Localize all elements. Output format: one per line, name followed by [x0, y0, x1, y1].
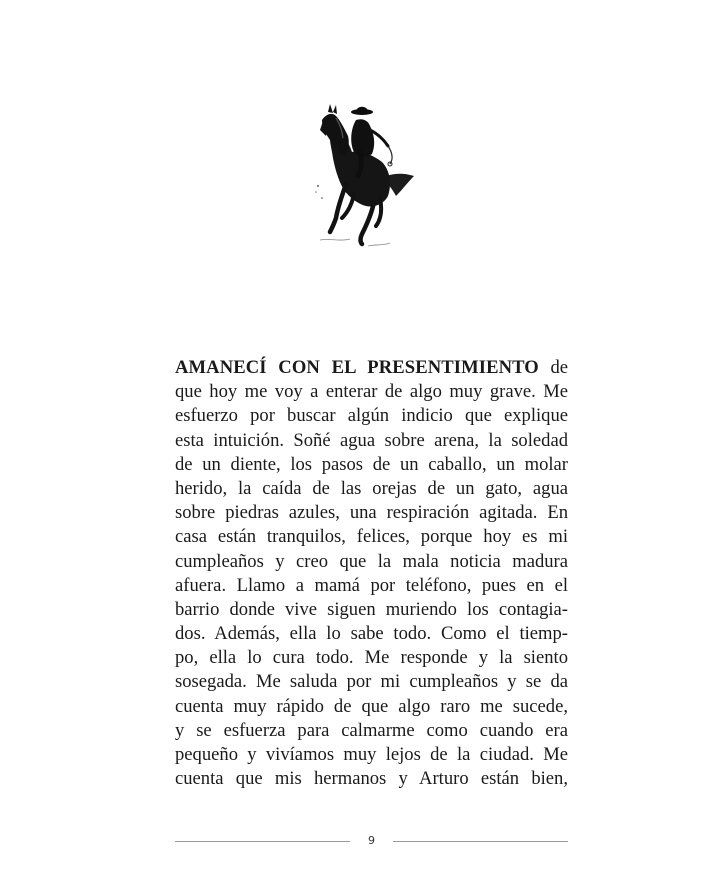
- text-line: cuenta muy rápido de que algo raro me sucede,: [175, 695, 568, 717]
- text-line: sosegada. Me saluda por mi cumpleaños y se da: [175, 671, 568, 693]
- footer-rule-right: [393, 841, 568, 842]
- chapter-opening: AMANECÍ CON EL PRESENTIMIENTO: [175, 357, 539, 378]
- first-line-rest: de: [550, 357, 568, 378]
- text-line: de un diente, los pasos de un caballo, un molar: [175, 453, 568, 475]
- text-line: afuera. Llamo a mamá por teléfono, pues en el: [175, 574, 568, 596]
- text-line: cuenta que mis hermanos y Arturo están bien,: [175, 768, 568, 790]
- chapter-text: [175, 356, 568, 791]
- text-line: y se esfuerza para calmarme como cuando era: [175, 719, 568, 741]
- text-line: cumpleaños y creo que la mala noticia madura: [175, 550, 568, 572]
- text-line: herido, la caída de las orejas de un gato, agua: [175, 477, 568, 499]
- text-line: casa están tranquilos, felices, porque hoy es mi: [175, 526, 568, 548]
- page-number: 9: [368, 834, 375, 847]
- text-line: esfuerzo por buscar algún indicio que explique: [175, 405, 568, 427]
- text-line: [175, 356, 568, 380]
- text-line: po, ella lo cura todo. Me responde y la siento: [175, 647, 568, 669]
- text-line: esta intuición. Soñé agua sobre arena, la soledad: [175, 429, 568, 451]
- horse-rider-illustration: [310, 100, 420, 250]
- text-line: barrio donde vive siguen muriendo los contagia-: [175, 598, 568, 620]
- text-line: sobre piedras azules, una respiración agitada. En: [175, 502, 568, 524]
- horse-rider-icon: [310, 100, 420, 250]
- text-line: pequeño y vivíamos muy lejos de la ciudad. Me: [175, 744, 568, 765]
- page-footer: [175, 831, 568, 851]
- text-line: que hoy me voy a enterar de algo muy grave. Me: [175, 381, 568, 403]
- text-line: dos. Además, ella lo sabe todo. Como el tiemp-: [175, 623, 568, 645]
